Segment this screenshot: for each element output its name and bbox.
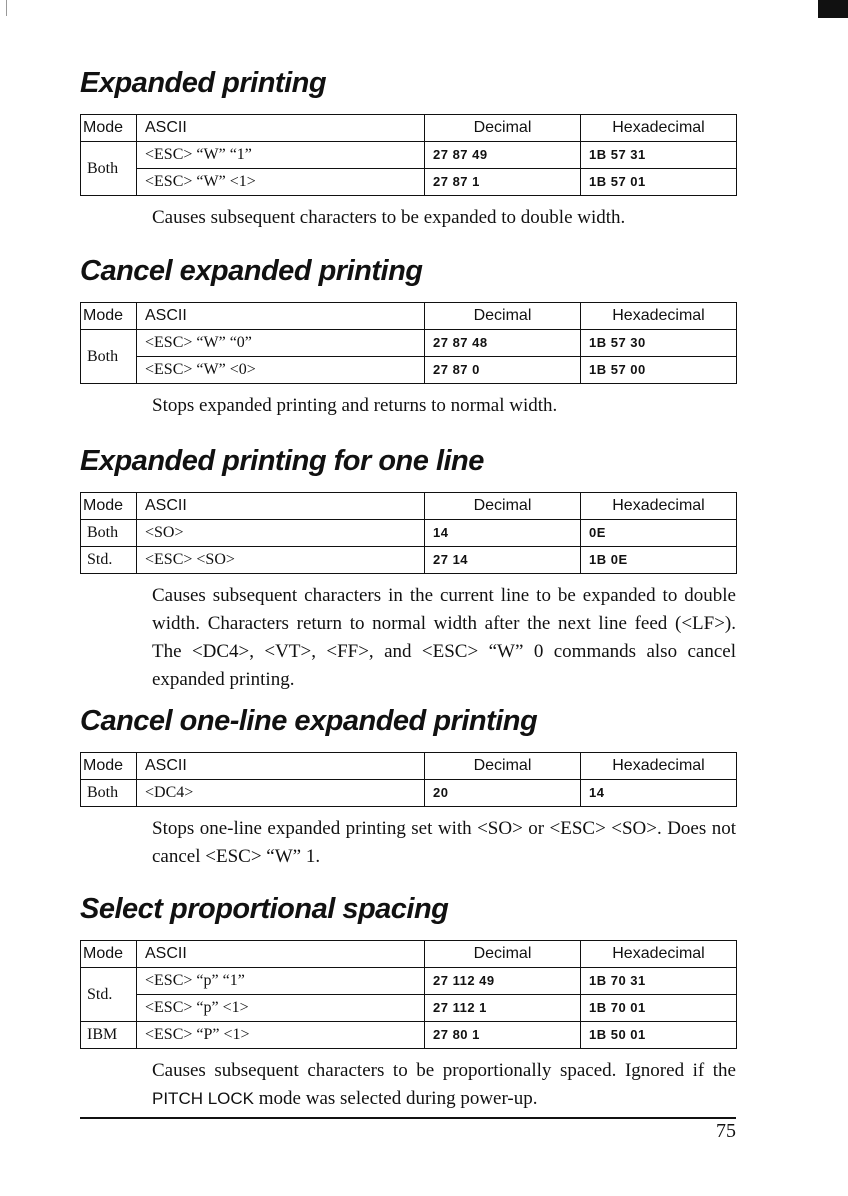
hex-cell: 0E <box>581 520 737 547</box>
mode-cell: Std. <box>81 547 137 574</box>
header-mode: Mode <box>81 941 137 968</box>
description: Stops expanded printing and returns to normal width. <box>152 395 558 416</box>
ascii-cell: <DC4> <box>137 780 425 807</box>
command-table <box>80 752 737 807</box>
decimal-cell: 20 <box>425 780 581 807</box>
description: Causes subsequent characters to be proportionally spaced. Ignored if the PITCH LOCK mode was selected during power-up. <box>152 1060 736 1109</box>
hex-cell: 1B 57 00 <box>581 357 737 384</box>
section-title: Expanded printing <box>80 67 327 99</box>
table-row <box>81 1022 737 1049</box>
command-table <box>80 940 737 1049</box>
header-decimal: Decimal <box>425 493 581 520</box>
section-title: Cancel one-line expanded printing <box>80 705 538 737</box>
hex-cell: 1B 57 31 <box>581 142 737 169</box>
mode-cell: Both <box>81 520 137 547</box>
hex-cell: 1B 70 31 <box>581 968 737 995</box>
header-hex: Hexadecimal <box>581 753 737 780</box>
pitch-lock-term: PITCH LOCK <box>152 1089 255 1108</box>
ascii-cell: <ESC> “W” “1” <box>137 142 425 169</box>
header-ascii: ASCII <box>137 115 425 142</box>
hex-cell: 1B 57 30 <box>581 330 737 357</box>
header-decimal: Decimal <box>425 753 581 780</box>
table-row <box>81 357 737 384</box>
table-row <box>81 330 737 357</box>
hex-cell: 14 <box>581 780 737 807</box>
header-decimal: Decimal <box>425 941 581 968</box>
description: Stops one-line expanded printing set with <SO> or <ESC> <SO>. Does not cancel <ESC> “W” 1. <box>152 818 736 867</box>
table-header-row <box>81 303 737 330</box>
description: Causes subsequent characters in the current line to be expanded to double width. Characters return to normal width after the next line feed (<LF>). The <DC4>, <VT>, <FF>, and <ESC> “W” 0 commands also cancel expanded printing. <box>152 585 736 690</box>
header-ascii: ASCII <box>137 753 425 780</box>
header-ascii: ASCII <box>137 493 425 520</box>
decimal-cell: 27 80 1 <box>425 1022 581 1049</box>
section-cancel-expanded-printing <box>80 254 736 420</box>
header-mode: Mode <box>81 115 137 142</box>
header-mode: Mode <box>81 303 137 330</box>
table-row <box>81 547 737 574</box>
table-header-row <box>81 493 737 520</box>
table-row <box>81 995 737 1022</box>
mode-cell: Std. <box>81 968 137 1022</box>
header-decimal: Decimal <box>425 115 581 142</box>
footer-rule <box>80 1117 736 1119</box>
command-table <box>80 492 737 574</box>
section-expanded-one-line <box>80 444 736 694</box>
section-title: Select proportional spacing <box>80 893 449 925</box>
ascii-cell: <ESC> “W” “0” <box>137 330 425 357</box>
section-title: Cancel expanded printing <box>80 255 423 287</box>
decimal-cell: 14 <box>425 520 581 547</box>
header-decimal: Decimal <box>425 303 581 330</box>
decimal-cell: 27 112 1 <box>425 995 581 1022</box>
page-number: 75 <box>716 1120 736 1142</box>
header-hex: Hexadecimal <box>581 115 737 142</box>
header-ascii: ASCII <box>137 303 425 330</box>
decimal-cell: 27 87 0 <box>425 357 581 384</box>
ascii-cell: <ESC> “p” “1” <box>137 968 425 995</box>
hex-cell: 1B 50 01 <box>581 1022 737 1049</box>
ascii-cell: <SO> <box>137 520 425 547</box>
header-hex: Hexadecimal <box>581 941 737 968</box>
table-row <box>81 169 737 196</box>
section-title: Expanded printing for one line <box>80 445 484 477</box>
table-row <box>81 780 737 807</box>
ascii-cell: <ESC> “W” <0> <box>137 357 425 384</box>
ascii-cell: <ESC> “p” <1> <box>137 995 425 1022</box>
decimal-cell: 27 87 49 <box>425 142 581 169</box>
mode-cell: Both <box>81 780 137 807</box>
hex-cell: 1B 0E <box>581 547 737 574</box>
table-header-row <box>81 115 737 142</box>
table-row <box>81 968 737 995</box>
description: Causes subsequent characters to be expanded to double width. <box>152 207 626 228</box>
mode-cell: Both <box>81 330 137 384</box>
hex-cell: 1B 57 01 <box>581 169 737 196</box>
header-hex: Hexadecimal <box>581 493 737 520</box>
section-cancel-one-line <box>80 704 736 871</box>
decimal-cell: 27 112 49 <box>425 968 581 995</box>
header-mode: Mode <box>81 753 137 780</box>
header-ascii: ASCII <box>137 941 425 968</box>
command-table <box>80 114 737 196</box>
decimal-cell: 27 87 1 <box>425 169 581 196</box>
decimal-cell: 27 14 <box>425 547 581 574</box>
table-row <box>81 142 737 169</box>
ascii-cell: <ESC> “W” <1> <box>137 169 425 196</box>
mode-cell: IBM <box>81 1022 137 1049</box>
ascii-cell: <ESC> “P” <1> <box>137 1022 425 1049</box>
section-expanded-printing <box>80 66 736 232</box>
corner-tab <box>818 0 848 18</box>
table-header-row <box>81 753 737 780</box>
ascii-cell: <ESC> <SO> <box>137 547 425 574</box>
section-proportional-spacing <box>80 892 736 1113</box>
table-header-row <box>81 941 737 968</box>
scan-mark <box>6 0 7 16</box>
hex-cell: 1B 70 01 <box>581 995 737 1022</box>
mode-cell: Both <box>81 142 137 196</box>
header-mode: Mode <box>81 493 137 520</box>
decimal-cell: 27 87 48 <box>425 330 581 357</box>
table-row <box>81 520 737 547</box>
command-table <box>80 302 737 384</box>
header-hex: Hexadecimal <box>581 303 737 330</box>
